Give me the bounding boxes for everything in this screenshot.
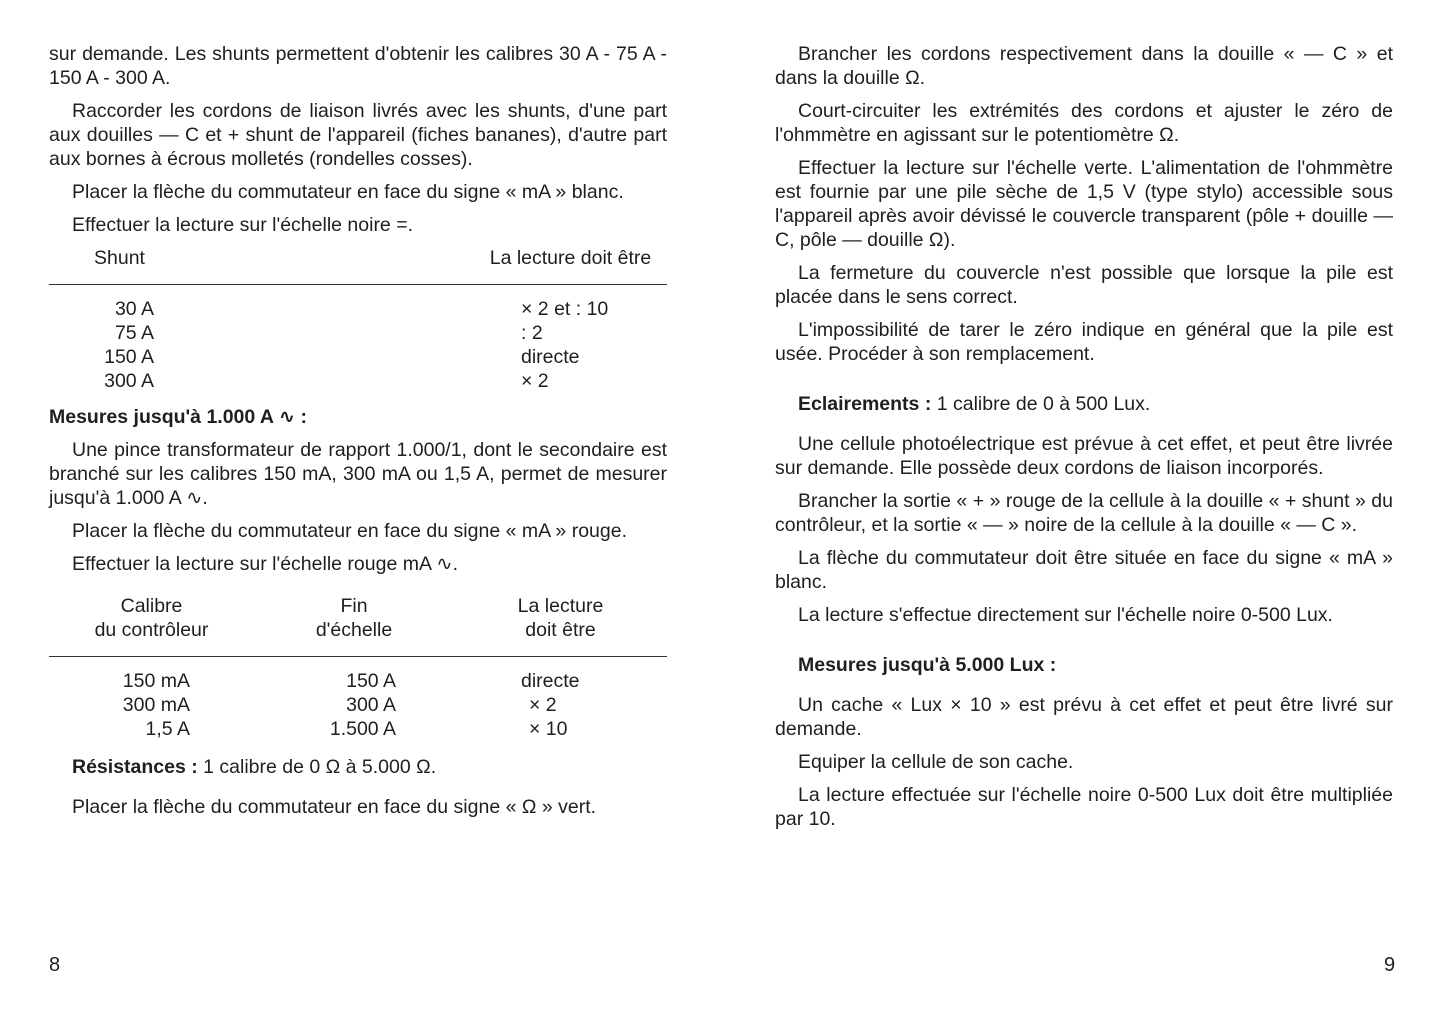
left-paragraph-5: Une pince transformateur de rapport 1.000/1, dont le secondaire est branché sur les calibres 150 mA, 300 mA ou 1,5 A, permet de mesurer jusqu'à 1.000 A ∿. (49, 439, 667, 509)
heading-text: 1 calibre de 0 à 500 Lux. (936, 393, 1151, 415)
left-paragraph-2: Raccorder les cordons de liaison livrés avec les shunts, d'une part aux douilles — C et + shunt de l'appareil (fiches bananes), d'autre part aux bornes à écrous molletés (rondelles cosses). (49, 100, 667, 170)
table-cell (474, 345, 667, 369)
table-cell (254, 717, 454, 741)
table-row (49, 345, 667, 369)
table-row (49, 657, 667, 694)
page-number-right: 9 (1384, 954, 1396, 976)
right-paragraph-1: Brancher les cordons respectivement dans la douille « — C » et dans la douille Ω. (775, 43, 1393, 89)
shunt-table (49, 246, 667, 393)
table-cell (254, 693, 454, 717)
shunt-value: 300 A (104, 370, 154, 392)
heading-label: Eclairements : (798, 393, 932, 415)
heading-lux-measures: Mesures jusqu'à 5.000 Lux : (798, 654, 1057, 676)
header-line: Calibre (120, 595, 183, 617)
reading-header (454, 594, 667, 657)
right-page (725, 0, 1451, 1022)
right-paragraph-2: Court-circuiter les extrémités des cordons et ajuster le zéro de l'ohmmètre en agissant sur le potentiomètre Ω. (775, 100, 1393, 146)
left-paragraph-8: Placer la flèche du commutateur en face du signe « Ω » vert. (72, 796, 597, 818)
table-cell (254, 657, 454, 694)
header-line: La lecture (517, 595, 604, 617)
shunt-value: 75 A (114, 322, 154, 344)
table-cell (454, 717, 667, 741)
right-column (775, 42, 1393, 831)
reading-value: directe (521, 346, 580, 368)
table-row (49, 693, 667, 717)
right-paragraph-8: La flèche du commutateur doit être située en face du signe « mA » blanc. (775, 547, 1393, 593)
shunt-value: 150 A (104, 346, 154, 368)
table-row (49, 321, 667, 345)
header-line: Fin (340, 595, 368, 617)
shunt-table-header (49, 246, 667, 285)
right-paragraph-9: La lecture s'effectue directement sur l'échelle noire 0-500 Lux. (798, 604, 1333, 626)
right-paragraph-7: Brancher la sortie « + » rouge de la cellule à la douille « + shunt » du contrôleur, et la sortie « — » noire de la cellule à la douille « — C ». (775, 490, 1393, 536)
left-column (49, 42, 667, 819)
table-cell (454, 693, 667, 717)
right-paragraph-4: La fermeture du couvercle n'est possible que lorsque la pile est placée dans le sens correct. (775, 262, 1393, 308)
table-cell (474, 369, 667, 393)
table-row (49, 717, 667, 741)
left-paragraph-3: Placer la flèche du commutateur en face du signe « mA » blanc. (72, 181, 624, 203)
table-cell (474, 321, 667, 345)
table-cell (49, 717, 254, 741)
left-paragraph-1: sur demande. Les shunts permettent d'obtenir les calibres 30 A - 75 A - 150 A - 300 A. (49, 43, 667, 89)
table-row (49, 369, 667, 393)
right-paragraph-10: Un cache « Lux × 10 » est prévu à cet effet et peut être livré sur demande. (775, 694, 1393, 740)
reading-value: × 2 (529, 694, 557, 716)
scale-end-header (254, 594, 454, 657)
table-cell (454, 657, 667, 694)
reading-value: directe (521, 670, 580, 692)
heading-eclairements (775, 392, 1393, 416)
shunt-value: 30 A (114, 298, 154, 320)
scale-end-value: 1.500 A (329, 718, 396, 740)
reading-value: : 2 (521, 322, 543, 344)
left-page (0, 0, 725, 1022)
right-paragraph-11: Equiper la cellule de son cache. (798, 751, 1074, 773)
calibre-header (49, 594, 254, 657)
scale-end-value: 150 A (346, 670, 396, 692)
scale-end-value: 300 A (346, 694, 396, 716)
left-paragraph-4: Effectuer la lecture sur l'échelle noire =. (72, 214, 414, 236)
reading-value: × 2 et : 10 (521, 298, 609, 320)
heading-label: Résistances : (72, 756, 198, 778)
shunt-header: Shunt (49, 246, 474, 285)
header-line: doit être (525, 619, 596, 641)
table-cell (474, 285, 667, 322)
reading-header: La lecture doit être (474, 246, 667, 285)
heading-ac-measures: Mesures jusqu'à 1.000 A ∿ : (49, 406, 307, 428)
reading-value: × 10 (529, 718, 568, 740)
heading-text: 1 calibre de 0 Ω à 5.000 Ω. (203, 756, 437, 778)
calibre-table-header (49, 594, 667, 657)
header-line: d'échelle (315, 619, 393, 641)
heading-resistances (49, 755, 667, 779)
table-cell (49, 321, 474, 345)
table-cell (49, 657, 254, 694)
left-paragraph-6: Placer la flèche du commutateur en face du signe « mA » rouge. (72, 520, 627, 542)
table-cell (49, 345, 474, 369)
table-cell (49, 285, 474, 322)
right-paragraph-6: Une cellule photoélectrique est prévue à cet effet, et peut être livrée sur demande. Elle possède deux cordons de liaison incorporés. (775, 433, 1393, 479)
table-row (49, 285, 667, 322)
calibre-table (49, 594, 667, 741)
calibre-value: 150 mA (122, 670, 190, 692)
reading-value: × 2 (521, 370, 549, 392)
table-cell (49, 369, 474, 393)
calibre-value: 300 mA (122, 694, 190, 716)
page-number-left: 8 (49, 954, 61, 976)
right-paragraph-3: Effectuer la lecture sur l'échelle verte. L'alimentation de l'ohmmètre est fournie par une pile sèche de 1,5 V (type stylo) accessible sous l'appareil après avoir dévissé le couvercle transparent (pôle + douille — C, pôle — douille Ω). (775, 157, 1393, 251)
right-paragraph-5: L'impossibilité de tarer le zéro indique en général que la pile est usée. Procéder à son remplacement. (775, 319, 1393, 365)
table-cell (49, 693, 254, 717)
left-paragraph-7: Effectuer la lecture sur l'échelle rouge mA ∿. (72, 553, 459, 575)
header-line: du contrôleur (94, 619, 209, 641)
right-paragraph-12: La lecture effectuée sur l'échelle noire 0-500 Lux doit être multipliée par 10. (775, 784, 1393, 830)
calibre-value: 1,5 A (145, 718, 190, 740)
